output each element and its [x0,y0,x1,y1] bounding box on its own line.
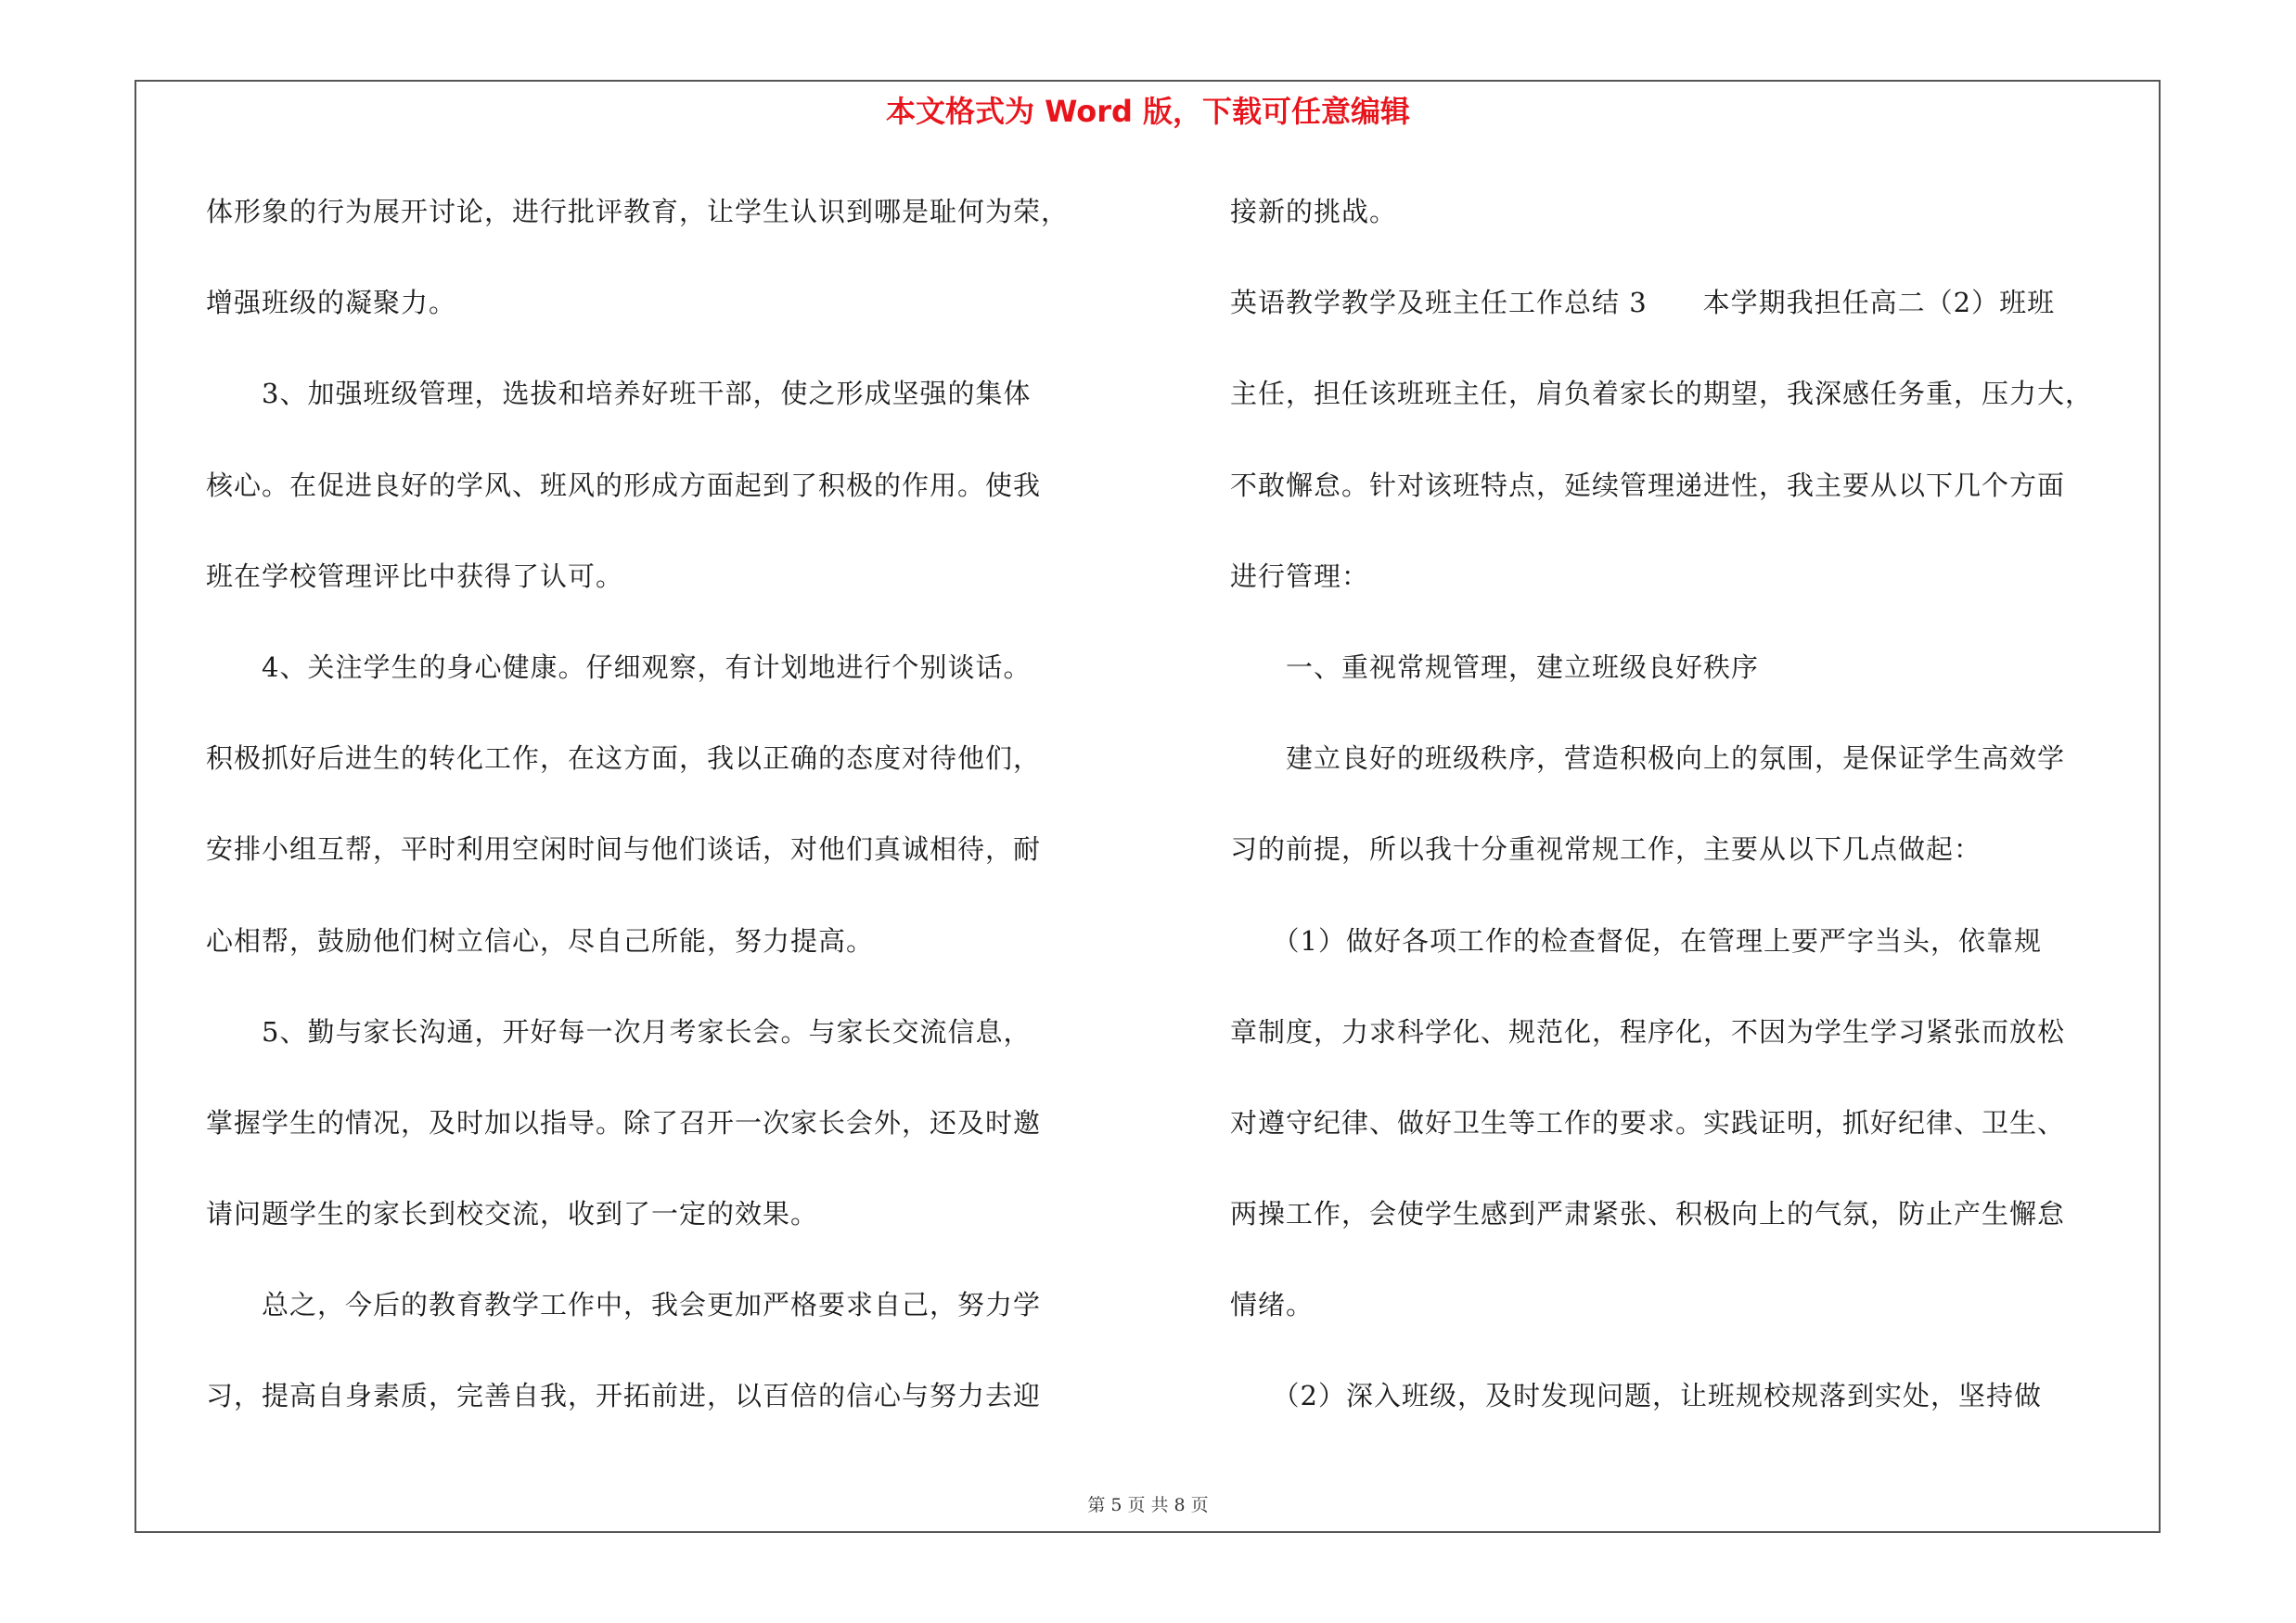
text-line: 5、勤与家长沟通，开好每一次月考家长会。与家长交流信息， [206,1015,1032,1048]
format-notice-banner: 本文格式为 Word 版，下载可任意编辑 [885,94,1411,129]
text-line: 主任，担任该班班主任，肩负着家长的期望，我深感任务重，压力大， [1230,378,2094,410]
text-line: 接新的挑战。 [1230,196,1398,227]
left-text-column [206,185,1152,1461]
text-line: 3、加强班级管理，选拔和培养好班干部，使之形成坚强的集体 [206,378,1032,410]
text-line: 积极抓好后进生的转化工作，在这方面，我以正确的态度对待他们， [206,742,1042,775]
text-line: 掌握学生的情况，及时加以指导。除了召开一次家长会外，还及时邀 [206,1106,1042,1139]
text-line: 英语教学教学及班主任工作总结 3 本学期我担任高二（2）班班 [1230,287,2056,319]
text-line: 进行管理： [1230,560,1370,592]
text-line: 习，提高自身素质，完善自我，开拓前进，以百倍的信心与努力去迎 [206,1380,1042,1412]
text-line: 对遵守纪律、做好卫生等工作的要求。实践证明，抓好纪律、卫生、 [1230,1106,2066,1139]
text-line: 不敢懈怠。针对该班特点，延续管理递进性，我主要从以下几个方面 [1230,469,2066,501]
text-line: 核心。在促进良好的学风、班风的形成方面起到了积极的作用。使我 [206,469,1042,501]
text-line: 建立良好的班级秩序，营造积极向上的氛围，是保证学生高效学 [1230,742,2066,775]
text-line: 两操工作，会使学生感到严肃紧张、积极向上的气氛，防止产生懈怠 [1230,1198,2066,1230]
text-line: 4、关注学生的身心健康。仔细观察，有计划地进行个别谈话。 [206,650,1032,683]
text-line: 情绪。 [1230,1289,1315,1321]
text-line: （1）做好各项工作的检查督促，在管理上要严字当头，依靠规 [1230,924,2042,957]
text-line: 一、重视常规管理，建立班级良好秩序 [1230,650,1760,683]
text-line: 体形象的行为展开讨论，进行批评教育，让学生认识到哪是耻何为荣， [206,196,1070,227]
page-number-footer: 第 5 页 共 8 页 [1087,1495,1209,1515]
right-text-column [1230,185,2165,1461]
text-line: 心相帮，鼓励他们树立信心，尽自己所能，努力提高。 [206,924,875,957]
text-line: （2）深入班级，及时发现问题，让班规校规落到实处，坚持做 [1230,1380,2042,1412]
text-line: 习的前提，所以我十分重视常规工作，主要从以下几点做起： [1230,833,1982,866]
text-line: 增强班级的凝聚力。 [206,287,457,319]
text-line: 请问题学生的家长到校交流，收到了一定的效果。 [206,1198,819,1230]
text-line: 班在学校管理评比中获得了认可。 [206,560,624,592]
text-line: 总之，今后的教育教学工作中，我会更加严格要求自己，努力学 [206,1289,1042,1321]
text-line: 安排小组互帮，平时利用空闲时间与他们谈话，对他们真诚相待，耐 [206,833,1042,866]
text-line: 章制度，力求科学化、规范化，程序化，不因为学生学习紧张而放松 [1230,1015,2066,1048]
